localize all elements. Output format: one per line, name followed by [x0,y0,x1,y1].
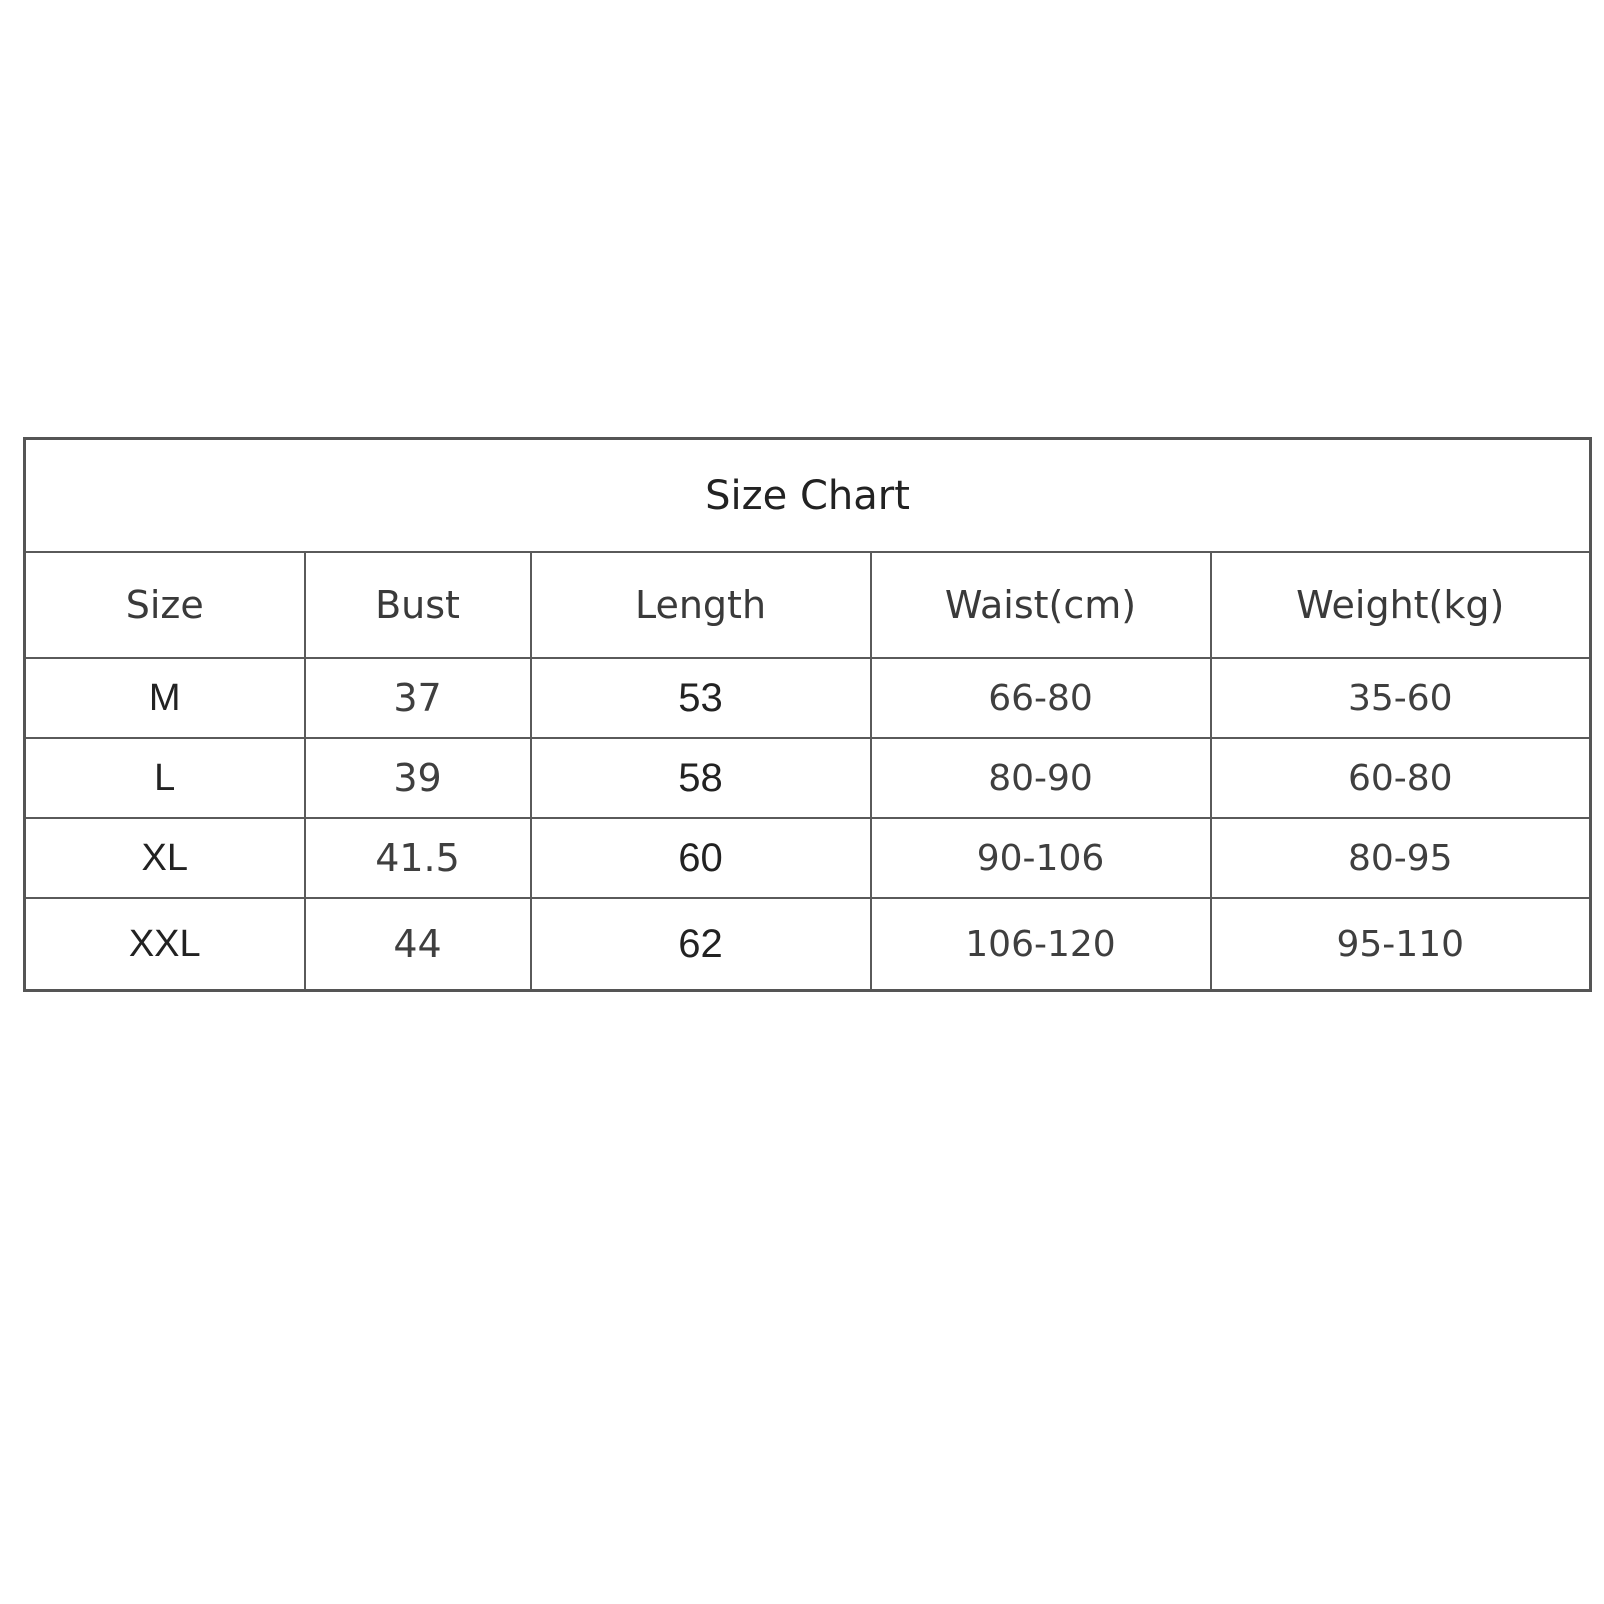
length-cell: 62 [531,898,871,991]
weight-cell: 35-60 [1211,658,1591,738]
length-cell: 53 [531,658,871,738]
waist-cell: 90-106 [871,818,1211,898]
bust-cell: 39 [305,738,531,818]
table-row [25,818,1591,898]
waist-cell: 106-120 [871,898,1211,991]
waist-cell: 66-80 [871,658,1211,738]
column-header-length: Length [531,552,871,658]
column-header-size: Size [25,552,305,658]
length-cell: 60 [531,818,871,898]
weight-cell: 95-110 [1211,898,1591,991]
header-row [25,552,1591,658]
size-cell: M [25,658,305,738]
size-cell: XL [25,818,305,898]
size-cell: XXL [25,898,305,991]
column-header-weight: Weight(kg) [1211,552,1591,658]
weight-cell: 60-80 [1211,738,1591,818]
table-row [25,738,1591,818]
length-cell: 58 [531,738,871,818]
table-row [25,658,1591,738]
size-cell: L [25,738,305,818]
title-row [25,439,1591,553]
waist-cell: 80-90 [871,738,1211,818]
bust-cell: 37 [305,658,531,738]
table-row [25,898,1591,991]
size-chart-table [23,437,1592,992]
column-header-bust: Bust [305,552,531,658]
chart-title: Size Chart [25,439,1591,553]
weight-cell: 80-95 [1211,818,1591,898]
bust-cell: 44 [305,898,531,991]
column-header-waist: Waist(cm) [871,552,1211,658]
bust-cell: 41.5 [305,818,531,898]
